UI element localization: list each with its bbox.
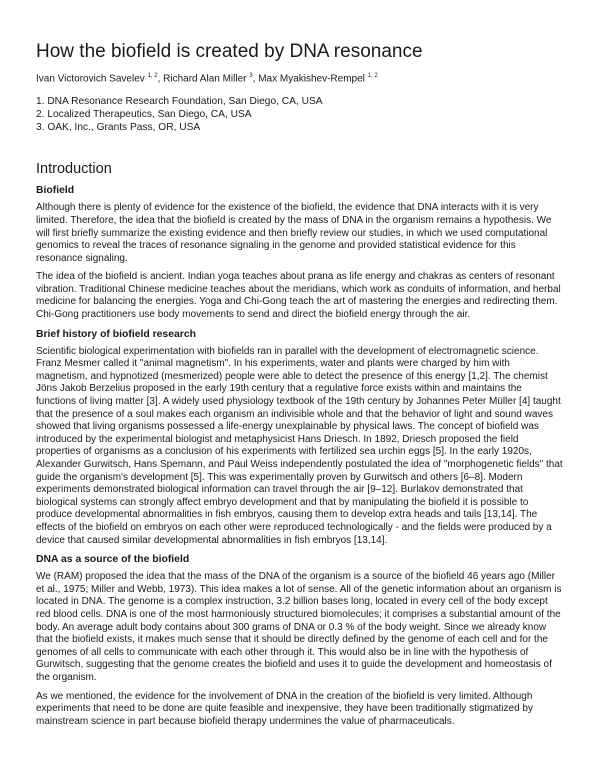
paragraph: The idea of the biofield is ancient. Indian yoga teaches about prana as life energy and chakras as centers of resonant vibration. Traditional Chinese medicine teaches about the meridians, which work as conduits of information, and herbal medicine for balancing the energies. Yoga and Chi-Gong teach the art of mastering the energies and redirecting them. Chi-Gong practitioners use body movements to send and direct the biofield energy through the air. [36,271,561,321]
affiliation: 3. OAK, Inc., Grants Pass, OR, USA [36,122,201,134]
section-heading-introduction: Introduction [36,161,112,178]
paragraph: As we mentioned, the evidence for the involvement of DNA in the creation of the biofield is very limited. Although experiments that need to be done are quite feasible and inexpensive, they have been traditionally stigmatized by mainstream science in part because biofield therapy undermines the value of pharmaceuticals. [36,690,533,727]
author-name: Richard Alan Miller [163,73,247,85]
paragraph: We (RAM) proposed the idea that the mass of the DNA of the organism is a source of the biofield 46 years ago (Miller et al., 1975; Miller and Webb, 1973). This idea makes a lot of sense. All of the genetic information about an organism is located in DNA. The genome is a complex instruction, 3.2 billion bases long, located in every cell of the body except red blood cells. DNA is one of the most harmoniously structured biomolecules; it comprises a substantial amount of the body. An average adult body contains about 300 grams of DNA or 0.3 % of the body weight. Since we already know that the biofield exists, it makes much sense that it should be directly defined by the genome of each cell and for the genomes of all cells to communicate with each other through it. This would also be in line with the hypothesis of Gurwitsch, suggesting that the genome creates the biofield and uses it to guide the development and homeostasis of the organism. [36,571,562,683]
affiliation-list [36,95,564,134]
affiliation: 1. DNA Resonance Research Foundation, San Diego, CA, USA [36,96,323,108]
author-affiliation-marker: 3 [249,73,253,79]
author-name: Max Myakishev-Rempel [258,73,365,85]
author-list: Ivan Victorovich Savelev $^{1, 2}$, Richard Alan Miller $^3$, Max Myakishev-Rempel $^{1, 2}$ [36,73,378,85]
author-affiliation-marker: 1, 2 [367,73,378,79]
author-affiliation-marker: 1, 2 [147,73,158,79]
paragraph: Scientific biological experimentation with biofields ran in parallel with the development of electromagnetic science. Franz Mesmer called it "animal magnetism". In his experiments, water and plants were charged by him with magnetism, and hypnotized (mesmerized) people were able to detect the presence of this energy [1,2]. The chemist Jöns Jakob Berzelius proposed in the early 19th century that a regulative force exists within and maintains the functions of living matter [3]. A widely used physiology textbook of the 19th century by Johannes Peter Müller [4] taught that the presence of a soul makes each organism an indivisible whole and that the behavior of light and sound waves showed that living organisms possessed a life-energy unexplainable by physical laws. The concept of biofield was introduced by the experimental biologist and metaphysicist Hans Driesch. In 1892, Driesch proposed the field properties of organisms as a conclusion of his experiments with fertilized sea urchin eggs [5]. In the early 1920s, Alexander Gurwitsch, Hans Spemann, and Paul Weiss independently postulated the idea of "morphogenetic fields" that guide the organism's development [5]. This was experimentally proven by Gurwitsch and others [6–8]. Modern experiments demonstrated biological information can travel through the air [9–12]. Burlakov demonstrated that biological systems can strongly affect embryo development and that by manipulating the biofield it is possible to produce developmental abnormalities in fish embryos, causing them to develop extra heads and tails [13,14]. The effects of the biofield on embryos on each other were reproduced technologically - and the fields were produced by a device that caused similar developmental abnormalities in fish embryos [13,14]. [36,345,563,546]
subsection-heading-history: Brief history of biofield research [36,328,196,340]
paper-title: How the biofield is created by DNA resonance [36,41,423,62]
paragraph: Although there is plenty of evidence for the existence of the biofield, the evidence that DNA interacts with it is very limited. Therefore, the idea that the biofield is created by the mass of DNA in the organism remains a hypothesis. We will first briefly summarize the existing evidence and then briefly review our studies, in which we used computational genomics to reveal the traces of resonance signaling in the genome and provided statistical evidence for this resonance signaling. [36,202,552,264]
affiliation: 2. Localized Therapeutics, San Diego, CA, USA [36,109,252,121]
subsection-heading-biofield: Biofield [36,185,75,197]
author-name: Ivan Victorovich Savelev [36,73,145,85]
subsection-heading-dna-source: DNA as a source of the biofield [36,554,190,566]
